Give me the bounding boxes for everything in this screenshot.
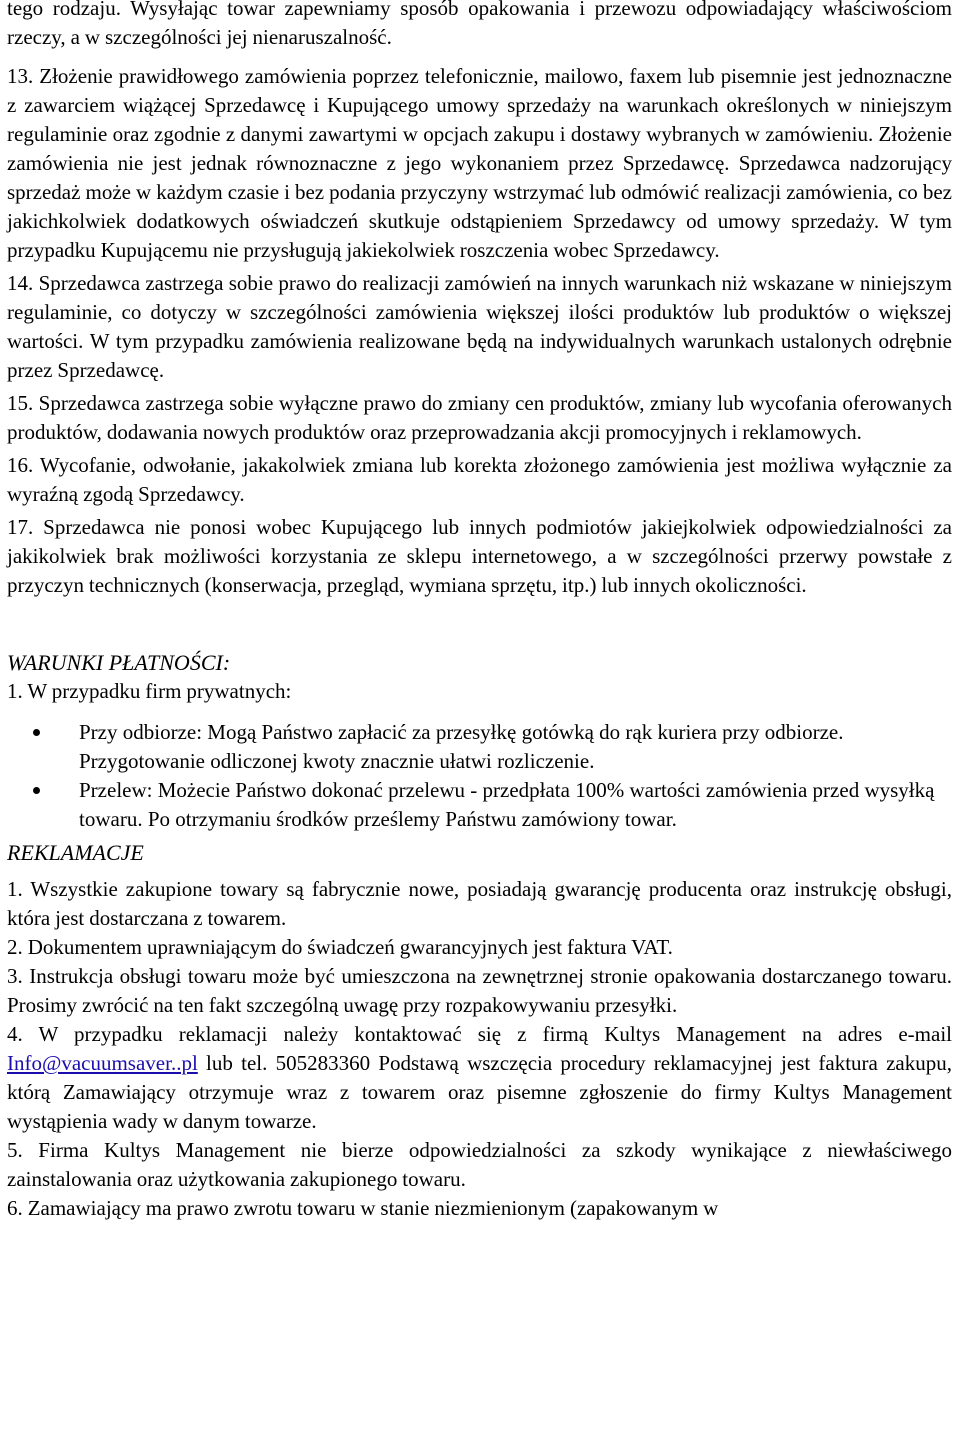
clause-17: 17. Sprzedawca nie ponosi wobec Kupującego lub innych podmiotów jakiejkolwiek odpowiedzialności za jakikolwiek brak możliwości korzystania ze sklepu internetowego, a w szczególności przerwy powstałe z przyczyn technicznych (konserwacja, przegląd, wymiana sprzętu, itp.) lub innych okoliczności. [7, 515, 952, 597]
complaint-item-5: 5. Firma Kultys Management nie bierze odpowiedzialności za szkody wynikające z niewłaściwego zainstalowania oraz użytkowania zakupionego towaru. [7, 1138, 952, 1191]
complaint-item-1: 1. Wszystkie zakupione towary są fabrycznie nowe, posiadają gwarancję producenta oraz instrukcję obsługi, która jest dostarczana z towarem. [7, 877, 952, 930]
bullet-icon [33, 729, 40, 736]
email-link[interactable]: Info@vacuumsaver..pl [7, 1051, 198, 1075]
payment-method-text: Przy odbiorze: Mogą Państwo zapłacić za przesyłkę gotówką do rąk kuriera przy odbiorze. Przygotowanie odliczonej kwoty znacznie ułatwi rozliczenie. [79, 720, 844, 773]
clause-15: 15. Sprzedawca zastrzega sobie wyłączne prawo do zmiany cen produktów, zmiany lub wycofania oferowanych produktów, dodawania nowych produktów oraz przeprowadzania akcji promocyjnych i reklamowych. [7, 391, 952, 444]
payment-heading: WARUNKI PŁATNOŚCI: [7, 650, 231, 675]
intro-paragraph: tego rodzaju. Wysyłając towar zapewniamy sposób opakowania i przewozu odpowiadający właściwościom rzeczy, a w szczególności jej nienaruszalność. [7, 0, 952, 49]
payment-method-transfer [7, 776, 952, 834]
payment-method-text: Przelew: Możecie Państwo dokonać przelewu - przedpłata 100% wartości zamówienia przed wysyłką towaru. Po otrzymaniu środków prześlemy Państwu zamówiony towar. [79, 778, 935, 831]
complaint-item-4-text-before: 4. W przypadku reklamacji należy kontaktować się z firmą Kultys Management na adres e-mail [7, 1022, 952, 1046]
complaint-item-6: 6. Zamawiający ma prawo zwrotu towaru w stanie niezmienionym (zapakowanym w [7, 1196, 719, 1220]
payment-method-cash-on-delivery [7, 718, 952, 776]
clause-14: 14. Sprzedawca zastrzega sobie prawo do realizacji zamówień na innych warunkach niż wskazane w niniejszym regulaminie, co dotyczy w szczególności zamówienia większej ilości produktów lub produktów o większej wartości. W tym przypadku zamówienia realizowane będą na indywidualnych warunkach ustalonych odrębnie przez Sprzedawcę. [7, 271, 952, 382]
clause-16: 16. Wycofanie, odwołanie, jakakolwiek zmiana lub korekta złożonego zamówienia jest możliwa wyłącznie za wyraźną zgodą Sprzedawcy. [7, 453, 952, 506]
payment-methods-list [7, 718, 952, 834]
bullet-icon [33, 787, 40, 794]
payment-subheading: 1. W przypadku firm prywatnych: [7, 679, 292, 703]
complaints-heading: REKLAMACJE [7, 840, 144, 865]
complaint-item-3: 3. Instrukcja obsługi towaru może być umieszczona na zewnętrznej stronie opakowania dostarczanego towaru. Prosimy zwrócić na ten fakt szczególną uwagę przy rozpakowywaniu przesyłki. [7, 964, 952, 1017]
clause-13: 13. Złożenie prawidłowego zamówienia poprzez telefonicznie, mailowo, faxem lub pisemnie jest jednoznaczne z zawarciem wiążącej Sprzedawcę i Kupującego umowy sprzedaży na warunkach określonych w niniejszym regulaminie oraz zgodnie z danymi zawartymi w opcjach zakupu i dostawy wybranych w zamówieniu. Złożenie zamówienia nie jest jednak równoznaczne z jego wykonaniem przez Sprzedawcę. Sprzedawca nadzorujący sprzedaż może w każdym czasie i bez podania przyczyny wstrzymać lub odmówić realizacji zamówienia, co bez jakichkolwiek dodatkowych oświadczeń skutkuje odstąpieniem Sprzedawcy od umowy sprzedaży. W tym przypadku Kupującemu nie przysługują jakiekolwiek roszczenia wobec Sprzedawcy. [7, 64, 952, 262]
complaint-item-4 [7, 1020, 952, 1136]
complaint-item-2: 2. Dokumentem uprawniającym do świadczeń gwarancyjnych jest faktura VAT. [7, 935, 673, 959]
complaint-item-4-text-after: lub tel. 505283360 Podstawą wszczęcia procedury reklamacyjnej jest faktura zakupu, którą Zamawiający otrzymuje wraz z towarem oraz pisemne zgłoszenie do firmy Kultys Management wystąpienia wady w danym towarze. [7, 1051, 952, 1133]
